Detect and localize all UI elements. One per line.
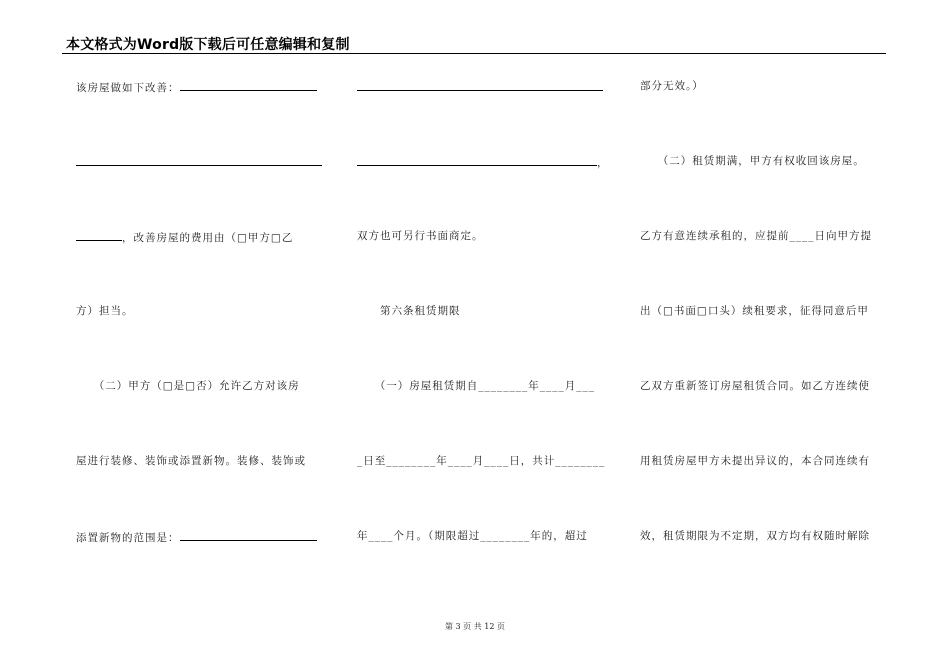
- text-line: [640, 154, 865, 168]
- text-line: [76, 304, 134, 318]
- text-span: 乙方有意连续承租的，应提前____日向甲方提: [640, 230, 872, 242]
- text-line: [76, 379, 300, 393]
- text-line: [357, 379, 595, 393]
- text-line: [357, 79, 603, 95]
- fill-in-blank: [357, 79, 603, 91]
- text-span: _日至________年____月____日，共计________: [357, 455, 606, 467]
- text-span: 屋进行装修、装饰或添置新物。装修、装饰或: [76, 455, 306, 467]
- text-line: [76, 79, 317, 95]
- text-span: 双方也可另行书面商定。: [357, 230, 484, 242]
- text-line: [357, 454, 605, 468]
- fill-in-blank: [76, 229, 122, 241]
- text-span: 该房屋做如下改善：: [76, 82, 180, 94]
- text-span: 乙双方重新签订房屋租赁合同。如乙方连续使: [640, 380, 870, 392]
- text-span: 出（□书面□口头）续租要求，征得同意后甲: [640, 305, 869, 317]
- text-line: [76, 154, 322, 170]
- text-span: （二）甲方（□是□否）允许乙方对该房: [76, 380, 300, 392]
- text-line: [640, 379, 870, 393]
- page-number-footer: 第 3 页 共 12 页: [445, 622, 505, 631]
- text-span: （一）房屋租赁期自________年____月___: [357, 380, 595, 392]
- text-line: [640, 454, 870, 468]
- text-line: [357, 154, 609, 170]
- text-span: 部分无效。）: [640, 80, 704, 92]
- text-span: 方）担当。: [76, 305, 134, 317]
- header-divider: [62, 53, 886, 54]
- text-line: [640, 229, 872, 243]
- text-line: [357, 229, 484, 243]
- text-line: [640, 79, 704, 93]
- text-span: 第六条租赁期限: [357, 305, 461, 317]
- fill-in-blank: [357, 154, 597, 166]
- text-span: 用租赁房屋甲方未提出异议的，本合同连续有: [640, 455, 870, 467]
- text-line: [76, 229, 293, 245]
- text-span: ，: [597, 157, 609, 169]
- text-line: [640, 304, 869, 318]
- fill-in-blank: [180, 529, 317, 541]
- fill-in-blank: [76, 154, 322, 166]
- text-span: 效，租赁期限为不定期，双方均有权随时解除: [640, 530, 870, 542]
- text-line: [640, 529, 870, 543]
- text-span: 年____个月。（期限超过________年的，超过: [357, 530, 588, 542]
- text-line: [76, 529, 317, 545]
- text-span: 添置新物的范围是：: [76, 532, 180, 544]
- text-line: [357, 304, 461, 318]
- text-line: [76, 454, 306, 468]
- document-header-title: 本文格式为Word版下载后可任意编辑和复制: [66, 37, 350, 53]
- fill-in-blank: [180, 79, 317, 91]
- text-span: ，改善房屋的费用由（□甲方□乙: [122, 232, 294, 244]
- text-span: （二）租赁期满，甲方有权收回该房屋。: [640, 155, 865, 167]
- text-line: [357, 529, 588, 543]
